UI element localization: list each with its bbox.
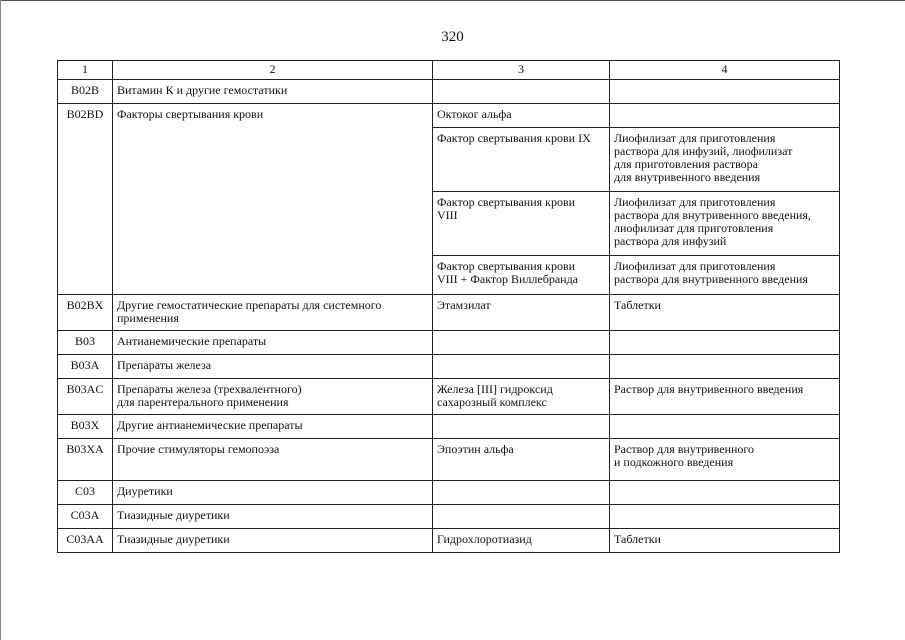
drug-name-cell <box>433 355 610 379</box>
atc-group-name-cell: Другие антианемические препараты <box>113 415 433 439</box>
atc-group-name-cell: Прочие стимуляторы гемопоэза <box>113 439 433 481</box>
dosage-form-cell <box>610 355 840 379</box>
atc-code-cell: B02B <box>58 80 113 104</box>
atc-code-cell: B03 <box>58 331 113 355</box>
table-row <box>58 331 840 355</box>
table-header-row <box>58 61 840 80</box>
atc-group-name-cell: Антианемические препараты <box>113 331 433 355</box>
table-row <box>58 80 840 104</box>
atc-group-name-cell: Тиазидные диуретики <box>113 505 433 529</box>
table-row <box>58 379 840 415</box>
atc-code-cell: C03 <box>58 481 113 505</box>
left-border-line <box>0 0 1 640</box>
top-border-line <box>0 0 905 1</box>
table-row <box>58 415 840 439</box>
dosage-form-cell <box>610 331 840 355</box>
atc-group-name-cell: Другие гемостатические препараты для системного применения <box>113 295 433 331</box>
drug-name-cell: Эпоэтин альфа <box>433 439 610 481</box>
table-row <box>58 295 840 331</box>
atc-group-name-cell: Диуретики <box>113 481 433 505</box>
dosage-form-cell: Лиофилизат для приготовления раствора для инфузий, лиофилизат для приготовления раствора для внутривенного введения <box>610 128 840 192</box>
atc-group-name-cell: Тиазидные диуретики <box>113 529 433 553</box>
drug-name-cell: Этамзилат <box>433 295 610 331</box>
atc-group-name-cell: Факторы свертывания крови <box>113 104 433 295</box>
column-header-1: 1 <box>58 61 113 80</box>
drug-classification-table <box>57 60 840 553</box>
dosage-form-cell: Раствор для внутривенного введения <box>610 379 840 415</box>
atc-code-cell: B02BD <box>58 104 113 295</box>
dosage-form-cell <box>610 104 840 128</box>
dosage-form-cell: Раствор для внутривенного и подкожного введения <box>610 439 840 481</box>
atc-group-name-cell: Витамин К и другие гемостатики <box>113 80 433 104</box>
atc-code-cell: B03X <box>58 415 113 439</box>
dosage-form-cell: Лиофилизат для приготовления раствора для внутривенного введения, лиофилизат для приготовления раствора для инфузий <box>610 192 840 256</box>
dosage-form-cell: Таблетки <box>610 529 840 553</box>
atc-code-cell: C03AA <box>58 529 113 553</box>
drug-name-cell <box>433 331 610 355</box>
atc-group-name-cell: Препараты железа (трехвалентного) для парентерального применения <box>113 379 433 415</box>
drug-name-cell: Гидрохлоротиазид <box>433 529 610 553</box>
drug-name-cell: Фактор свертывания крови IX <box>433 128 610 192</box>
table-body <box>58 61 840 553</box>
table-row <box>58 104 840 128</box>
table-row <box>58 529 840 553</box>
table-row <box>58 505 840 529</box>
atc-code-cell: B02BX <box>58 295 113 331</box>
atc-group-name-cell: Препараты железа <box>113 355 433 379</box>
drug-name-cell: Железа [III] гидроксид сахарозный комплекс <box>433 379 610 415</box>
dosage-form-cell: Лиофилизат для приготовления раствора для внутривенного введения <box>610 256 840 295</box>
dosage-form-cell: Таблетки <box>610 295 840 331</box>
drug-name-cell <box>433 80 610 104</box>
dosage-form-cell <box>610 80 840 104</box>
column-header-3: 3 <box>433 61 610 80</box>
column-header-4: 4 <box>610 61 840 80</box>
atc-code-cell: C03A <box>58 505 113 529</box>
page-number: 320 <box>441 29 464 45</box>
dosage-form-cell <box>610 481 840 505</box>
dosage-form-cell <box>610 415 840 439</box>
drug-name-cell: Октоког альфа <box>433 104 610 128</box>
table-row <box>58 439 840 481</box>
atc-code-cell: B03A <box>58 355 113 379</box>
drug-name-cell <box>433 481 610 505</box>
drug-name-cell: Фактор свертывания крови VIII <box>433 192 610 256</box>
drug-name-cell <box>433 415 610 439</box>
table-row <box>58 355 840 379</box>
drug-name-cell: Фактор свертывания крови VIII + Фактор Виллебранда <box>433 256 610 295</box>
column-header-2: 2 <box>113 61 433 80</box>
table-row <box>58 481 840 505</box>
dosage-form-cell <box>610 505 840 529</box>
drug-name-cell <box>433 505 610 529</box>
atc-code-cell: B03XA <box>58 439 113 481</box>
atc-code-cell: B03AC <box>58 379 113 415</box>
